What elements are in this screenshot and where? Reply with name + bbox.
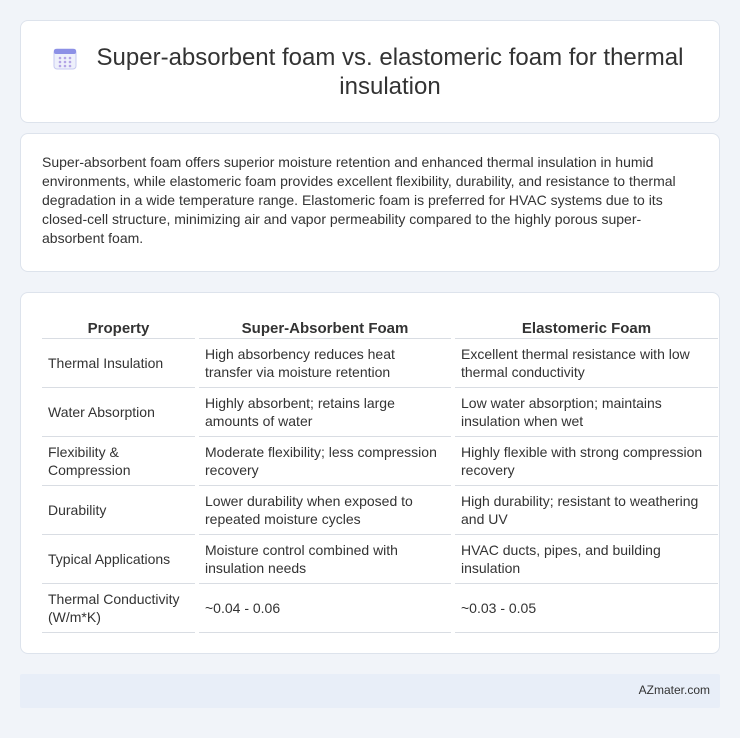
elastomeric-cell: High durability; resistant to weathering and UV	[453, 485, 718, 534]
footer-site-link[interactable]: AZmater.com	[638, 683, 710, 697]
title-card	[20, 20, 720, 123]
comparison-table	[42, 315, 718, 633]
table-row	[42, 436, 718, 485]
super-absorbent-cell: Lower durability when exposed to repeated moisture cycles	[197, 485, 453, 534]
header-property: Property	[42, 315, 197, 338]
super-absorbent-cell: Highly absorbent; retains large amounts of water	[197, 387, 453, 436]
super-absorbent-cell: Moisture control combined with insulation needs	[197, 534, 453, 583]
summary-text: Super-absorbent foam offers superior moisture retention and enhanced thermal insulation in humid environments, while elastomeric foam provides excellent flexibility, durability, and resistance to thermal degradation in a wide temperature range. Elastomeric foam is preferred for HVAC systems due to its closed-cell structure, minimizing air and vapor permeability compared to the highly porous super-absorbent foam.	[42, 154, 676, 246]
elastomeric-cell: Excellent thermal resistance with low thermal conductivity	[453, 338, 718, 387]
page-title: Super-absorbent foam vs. elastomeric foam for thermal insulation	[96, 44, 684, 100]
table-row	[42, 534, 718, 583]
elastomeric-cell: Highly flexible with strong compression recovery	[453, 436, 718, 485]
elastomeric-cell: Low water absorption; maintains insulation when wet	[453, 387, 718, 436]
property-cell: Thermal Insulation	[42, 338, 197, 387]
elastomeric-cell: HVAC ducts, pipes, and building insulation	[453, 534, 718, 583]
property-cell: Thermal Conductivity (W/m*K)	[42, 583, 197, 632]
header-super-absorbent-foam: Super-Absorbent Foam	[197, 315, 453, 338]
footer-bar	[20, 674, 720, 708]
table-row	[42, 485, 718, 534]
property-cell: Durability	[42, 485, 197, 534]
property-cell: Flexibility & Compression	[42, 436, 197, 485]
title-container	[21, 43, 719, 101]
super-absorbent-cell: ~0.04 - 0.06	[197, 583, 453, 632]
table-row	[42, 338, 718, 387]
table-row	[42, 583, 718, 632]
elastomeric-cell: ~0.03 - 0.05	[453, 583, 718, 632]
comparison-table-card	[20, 292, 720, 654]
summary-card	[20, 133, 720, 272]
table-header-row	[42, 315, 718, 338]
property-cell: Water Absorption	[42, 387, 197, 436]
super-absorbent-cell: Moderate flexibility; less compression recovery	[197, 436, 453, 485]
header-elastomeric-foam: Elastomeric Foam	[453, 315, 718, 338]
property-cell: Typical Applications	[42, 534, 197, 583]
super-absorbent-cell: High absorbency reduces heat transfer via moisture retention	[197, 338, 453, 387]
table-row	[42, 387, 718, 436]
